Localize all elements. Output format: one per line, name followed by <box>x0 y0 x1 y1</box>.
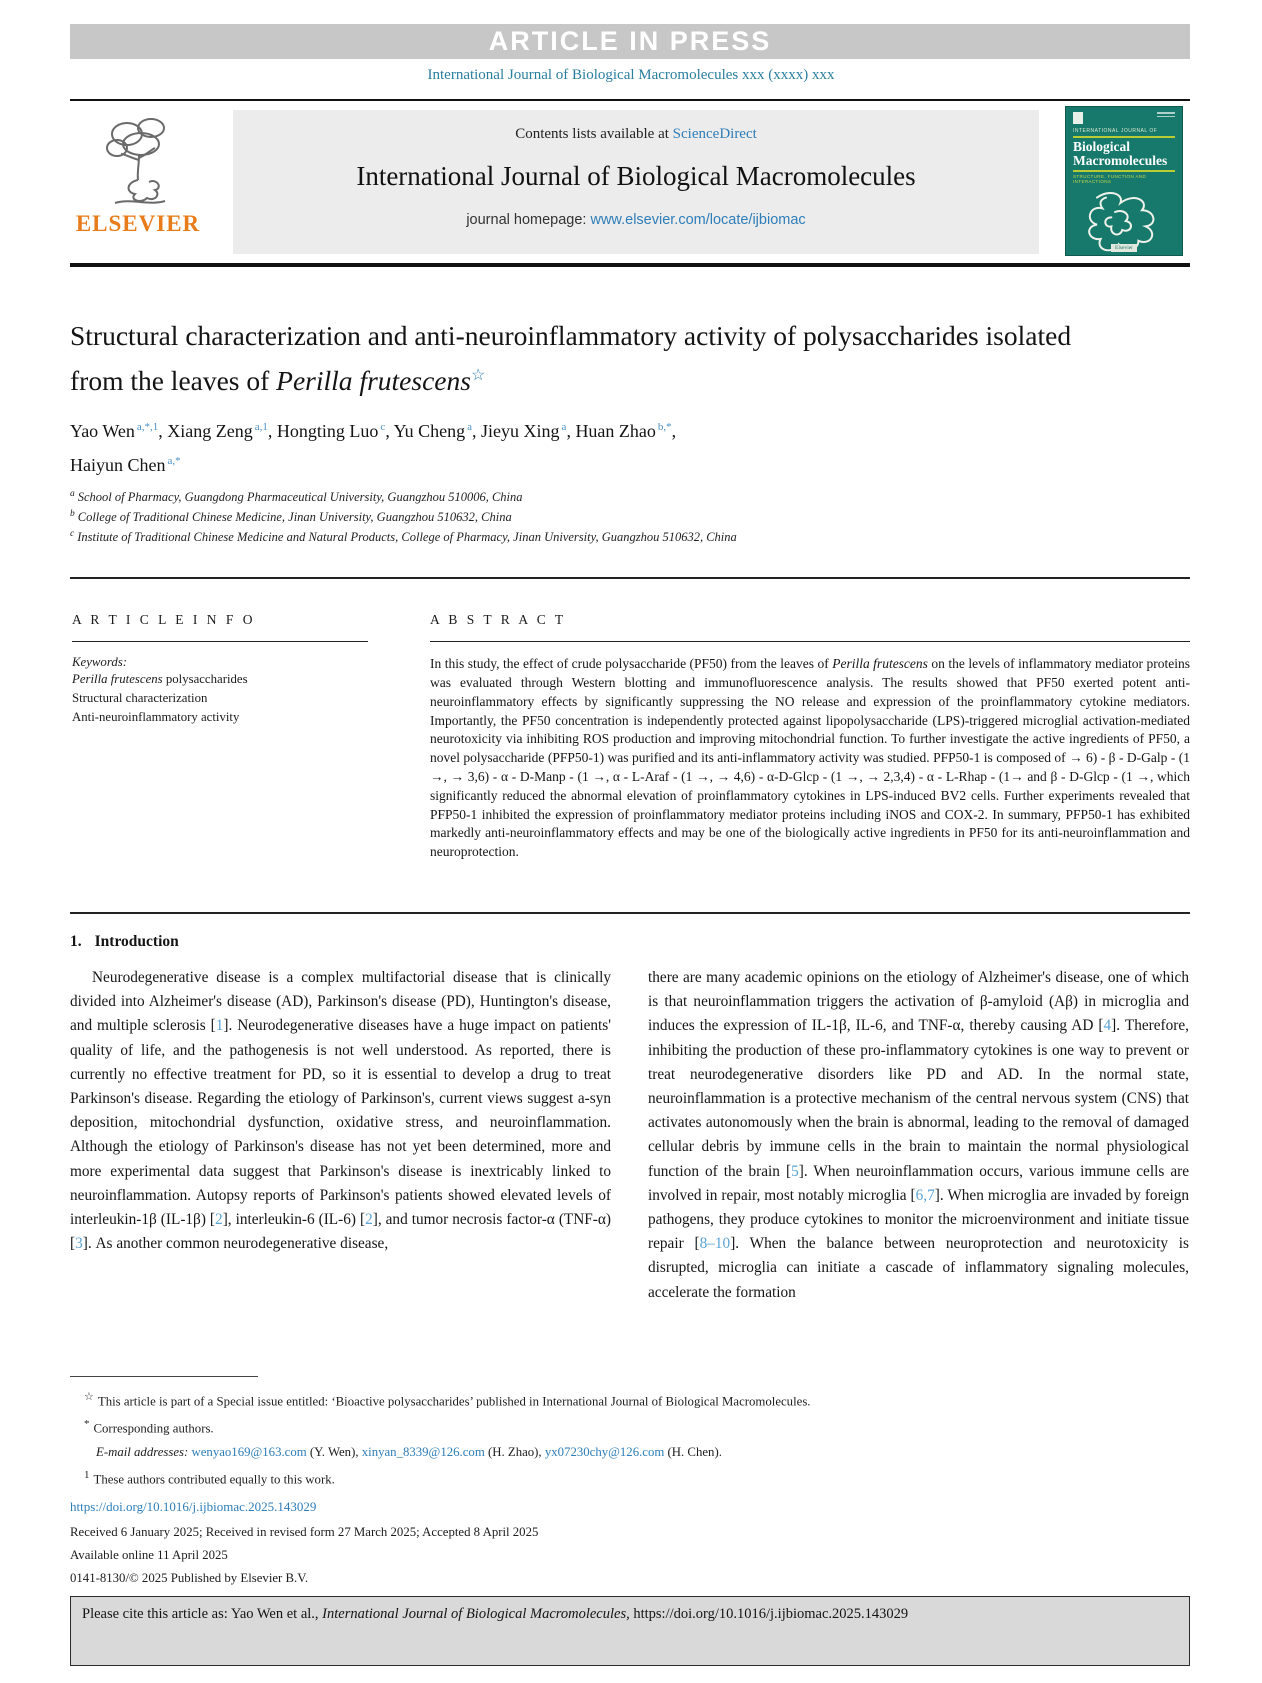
affiliation-list <box>70 486 1170 546</box>
journal-cover-thumbnail[interactable] <box>1065 106 1183 256</box>
elsevier-logo[interactable] <box>72 108 204 237</box>
citation-doi: https://doi.org/10.1016/j.ijbiomac.2025.143029 <box>629 1606 909 1622</box>
cover-publisher-mark-icon <box>1073 112 1083 124</box>
abstract-column <box>430 612 1190 862</box>
article-title-text: Structural characterization and anti-neuroinflammatory activity of polysaccharides isolated from the leaves of <box>70 320 1072 397</box>
author-name[interactable]: Yu Cheng <box>393 421 466 441</box>
email-label: E-mail addresses: <box>96 1444 189 1459</box>
elsevier-tree-icon <box>90 108 186 208</box>
journal-title: International Journal of Biological Macromolecules <box>356 161 916 191</box>
footnotes <box>70 1386 1190 1491</box>
author-affil-marks: a,*,1 <box>136 421 159 433</box>
email-link[interactable]: yx07230chy@126.com <box>544 1444 665 1459</box>
author-name[interactable]: Haiyun Chen <box>70 455 166 475</box>
citation-notice-box <box>70 1596 1190 1666</box>
email-owner: (H. Zhao), <box>484 1444 545 1459</box>
citation-link[interactable]: 4 <box>1103 1017 1112 1035</box>
citation-link[interactable]: 5 <box>791 1162 799 1180</box>
author-name[interactable]: Hongting Luo <box>276 421 379 441</box>
citation-link[interactable]: 8–10 <box>699 1235 731 1253</box>
cover-subtitle: STRUCTURE, FUNCTION AND INTERACTIONS <box>1073 173 1147 184</box>
citation-prefix: Please cite this article as: Yao Wen et al., <box>82 1606 323 1622</box>
keyword: Structural characterization <box>72 691 208 706</box>
article-in-press-banner: ARTICLE IN PRESS <box>70 24 1190 59</box>
footnote-special-issue: ☆ This article is part of a Special issue entitled: ‘Bioactive polysaccharides’ published in International Journal of Biological Macromolecules. <box>84 1391 811 1409</box>
homepage-prefix: journal homepage: <box>466 212 591 228</box>
journal-header-box <box>233 110 1039 254</box>
author-name[interactable]: Xiang Zeng <box>167 421 253 441</box>
intro-left-column: Neurodegenerative disease is a complex multifactorial disease that is clinically divided into Alzheimer's disease (AD), Parkinson's disease (PD), Huntington's disease, and multiple sclerosis [1]. Neurodegenerative diseases have a huge impact on patients' quality of life, and the pathogenesis is not well understood. As reported, there is currently no effective treatment for PD, so it is essential to develop a drug to treat Parkinson's disease. Regarding the etiology of Parkinson's, current views suggest a-syn deposition, mitochondrial dysfunction, oxidative stress, and neuroinflammation. Although the etiology of Parkinson's disease has not yet been determined, more and more experimental data suggest that Parkinson's disease is inextricably linked to neuroinflammation. Autopsy reports of Parkinson's patients showed elevated levels of interleukin-1β (IL-1β) [2], interleukin-6 (IL-6) [2], and tumor necrosis factor-α (TNF-α) [3]. As another common neurodegenerative disease, <box>70 969 612 1253</box>
special-issue-star-icon: ☆ <box>84 1391 94 1403</box>
cover-title-line2: Macromolecules <box>1073 152 1168 168</box>
citation-link[interactable]: 2 <box>365 1211 373 1229</box>
email-link[interactable]: xinyan_8339@126.com <box>361 1444 485 1459</box>
journal-homepage-link[interactable]: www.elsevier.com/locate/ijbiomac <box>590 212 806 228</box>
article-info-heading: A R T I C L E I N F O <box>72 612 256 627</box>
available-online: Available online 11 April 2025 <box>70 1548 228 1562</box>
elsevier-logo-text: ELSEVIER <box>75 211 201 236</box>
article-title <box>70 316 1080 401</box>
keywords-label: Keywords: <box>72 655 127 670</box>
author-name[interactable]: Jieyu Xing <box>481 421 560 441</box>
doi-link[interactable]: https://doi.org/10.1016/j.ijbiomac.2025.143029 <box>70 1499 317 1514</box>
author-list <box>70 412 1170 480</box>
footnote-number-marker: 1 <box>84 1468 90 1481</box>
affiliation: $^a$ School of Pharmacy, Guangdong Pharmaceutical University, Guangzhou 510006, China <box>70 489 523 505</box>
footnote-emails <box>70 1441 1190 1464</box>
article-title-species: Perilla frutescens <box>276 365 471 397</box>
article-info-column <box>72 612 368 727</box>
asterisk-icon: * <box>84 1418 90 1431</box>
affiliation: $^b$ College of Traditional Chinese Medicine, Jinan University, Guangzhou 510632, China <box>70 509 512 525</box>
author-affil-marks: a,* <box>167 455 181 467</box>
cover-issn-lines <box>1157 112 1175 119</box>
affiliation: $^c$ Institute of Traditional Chinese Medicine and Natural Products, College of Pharmacy, Jinan University, Guangzhou 510632, China <box>70 529 737 545</box>
section-divider <box>70 577 1190 579</box>
citation-link[interactable]: 6,7 <box>915 1186 935 1204</box>
citation-link[interactable]: 1 <box>215 1017 224 1035</box>
abstract-rule <box>430 641 1190 642</box>
author-separator: , <box>267 421 277 441</box>
intro-right-column: there are many academic opinions on the etiology of Alzheimer's disease, one of which is that neuroinflammation triggers the activation of β-amyloid (Aβ) in microglia and induces the expression of IL-1β, IL-6, and TNF-α, thereby causing AD [4]. Therefore, inhibiting the production of these pro-inflammatory cytokines is one way to prevent or treat neurodegenerative disorders like PD and AD. In the normal state, neuroinflammation is a protective mechanism of the central nervous system (CNS) that activates autonomously when the brain is abnormal, leading to the removal of damaged cellular debris by immune cells in the brain to maintain the normal physiological function of the brain [5]. When neuroinflammation occurs, various immune cells are involved in repair, most notably microglia [6,7]. When microglia are invaded by foreign pathogens, they produce cytokines to monitor the microenvironment and initiate tissue repair [8–10]. When the balance between neuroprotection and neurotoxicity is disrupted, microglia can initiate a cascade of inflammatory signaling molecules, accelerate the formation <box>648 969 1190 1301</box>
doi-line <box>70 1499 316 1515</box>
author-separator: , <box>158 421 168 441</box>
email-owner: (Y. Wen), <box>306 1444 362 1459</box>
citation-link[interactable]: 3 <box>75 1235 83 1253</box>
introduction-heading: 1. Introduction <box>70 933 179 950</box>
author-affil-marks: c <box>380 421 386 433</box>
abstract-heading: A B S T R A C T <box>430 612 567 627</box>
contents-prefix: Contents lists available at <box>515 126 673 142</box>
issn-copyright: 0141-8130/© 2025 Published by Elsevier B.V. <box>70 1571 309 1585</box>
keyword: Perilla frutescens polysaccharides <box>72 672 248 687</box>
author-separator: , <box>671 421 677 441</box>
author-affil-marks: a <box>467 421 473 433</box>
author-separator: , <box>385 421 394 441</box>
journal-reference-line: International Journal of Biological Macromolecules xxx (xxxx) xxx <box>427 67 835 83</box>
journal-header <box>70 106 1190 258</box>
keyword: Anti-neuroinflammatory activity <box>72 710 240 725</box>
email-link[interactable]: wenyao169@163.com <box>191 1444 307 1459</box>
homepage-line <box>233 212 1039 228</box>
received-dates: Received 6 January 2025; Received in revised form 27 March 2025; Accepted 8 April 2025 <box>70 1525 539 1539</box>
top-divider <box>70 99 1190 101</box>
author-affil-marks: a,1 <box>254 421 268 433</box>
special-issue-star-icon: ☆ <box>470 367 486 384</box>
article-info-rule <box>72 641 368 642</box>
citation-journal: International Journal of Biological Macromolecules, <box>322 1606 630 1622</box>
sciencedirect-link[interactable]: ScienceDirect <box>672 126 757 142</box>
footnote-equal-contribution: 1 These authors contributed equally to this work. <box>84 1468 335 1486</box>
author-affil-marks: b,* <box>657 421 672 433</box>
cover-publisher-label: Elsevier <box>1111 244 1137 252</box>
header-bottom-divider <box>70 263 1190 267</box>
abstract-text: In this study, the effect of crude polysaccharide (PF50) from the leaves of Perilla frutescens on the levels of inflammatory mediator proteins was evaluated through Western blotting and immunofluorescence analysis. The results showed that PF50 exerted potent anti-neuroinflammatory effects by significantly suppressing the NO release and expression of the proinflammatory cytokine mediators. Importantly, the PF50 concentration is independently protected against lipopolysaccharide (LPS)-triggered microglial activation-mediated neurotoxicity via inhibiting ROS production and improving mitochondrial function. To further investigate the active ingredients of PF50, a novel polysaccharide (PFP50-1) was purified and its anti-inflammatory activity was studied. PFP50-1 is composed of → 6) - β - D-Galp - (1 →, → 3,6) - α - D-Manp - (1 →, α - L-Araf - (1 →, → 4,6) - α-D-Glcp - (1 →, → 2,3,4) - α - L-Rhap - (1→ and β - D-Glcp - (1 →, which significantly reduced the abnormal elevation of proinflammatory cytokines in LPS-induced BV2 cells. Further experiments revealed that PFP50-1 inhibited the expression of proinflammatory mediator proteins including iNOS and COX-2. In summary, PFP50-1 has exhibited markedly anti-neuroinflammatory effects and may be one of the biologically active ingredients in PF50 for its anti-neuroinflammation and neuroprotection. <box>430 656 1191 860</box>
author-name[interactable]: Huan Zhao <box>575 421 656 441</box>
contents-line <box>233 126 1039 143</box>
author-name[interactable]: Yao Wen <box>70 421 135 441</box>
cover-title-line1: Biological <box>1073 139 1130 154</box>
abstract-bottom-divider <box>70 912 1190 914</box>
cover-accent-line-2 <box>1073 170 1175 172</box>
email-owner: (H. Chen). <box>664 1444 722 1459</box>
author-separator: , <box>566 421 576 441</box>
footnote-divider <box>70 1376 258 1377</box>
author-affil-marks: a <box>561 421 567 433</box>
citation-link[interactable]: 2 <box>215 1211 223 1229</box>
cover-series-text: INTERNATIONAL JOURNAL OF <box>1073 128 1158 134</box>
author-separator: , <box>472 421 482 441</box>
cover-accent-line <box>1073 136 1175 138</box>
footnote-corresponding: * Corresponding authors. <box>84 1418 214 1436</box>
